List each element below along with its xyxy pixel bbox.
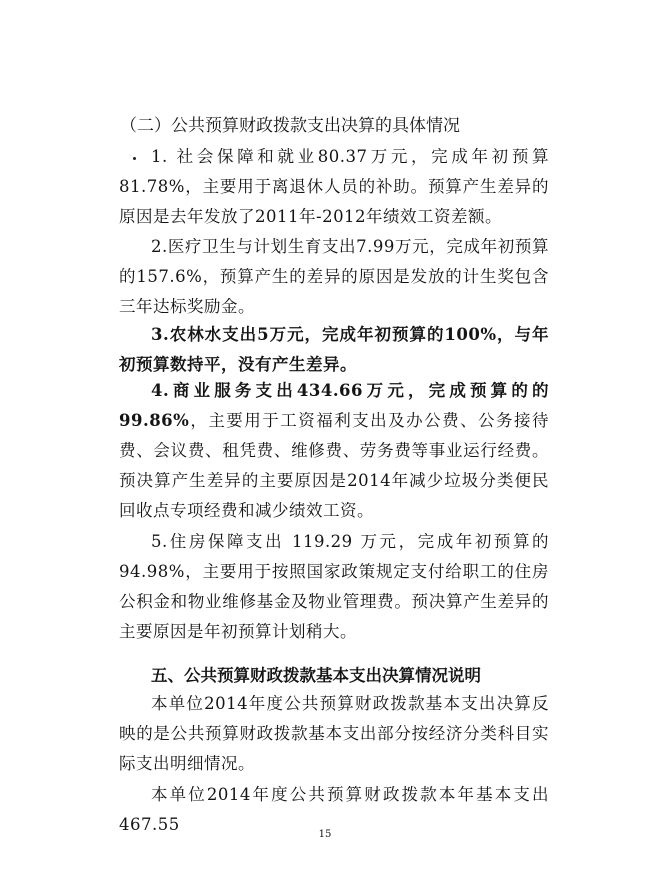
section-heading: 五、公共预算财政拨款基本支出决算情况说明 <box>151 666 481 685</box>
paragraph-commerce-text: 4.商业服务支出434.66万元，完成预算的的99.86%，主要用于工资福利支出及办公费、公务接待费、会议费、租凭费、维修费、劳务费等事业运行经费。预决算产生差异的主要原因是2014年减少垃圾分类便民回收点专项经费和减少绩效工资。 <box>119 381 549 520</box>
paragraph-basic-expenditure: 本单位2014年度公共预算财政拨款基本支出决算反映的是公共预算财政拨款基本支出部分按经济分类科目实际支出明细情况。 <box>119 694 549 773</box>
paragraph-social-security: 1. 社会保障和就业80.37万元，完成年初预算81.78%，主要用于离退休人员的补助。预算产生差异的原因是去年发放了2011年-2012年绩效工资差额。 <box>119 147 549 226</box>
paragraph-basic-expenditure-total: 本单位2014年度公共预算财政拨款本年基本支出467.55 <box>119 785 549 834</box>
paragraph-commerce <box>119 376 549 526</box>
page-number: 15 <box>318 829 332 840</box>
subsection-heading: （二）公共预算财政拨款支出决算的具体情况 <box>120 116 460 136</box>
paragraph-medical: 2.医疗卫生与计划生育支出7.99万元，完成年初预算的157.6%，预算产生的差异的原因是发放的计生奖包含三年达标奖励金。 <box>119 237 549 316</box>
paragraph-housing: 5.住房保障支出 119.29 万元，完成年初预算的 94.98%，主要用于按照国家政策规定支付给职工的住房公积金和物业维修基金及物业管理费。预决算产生差异的主要原因是年初预算计划稍大。 <box>119 532 549 641</box>
paragraph-agriculture: 3.农林水支出5万元，完成年初预算的100%，与年初预算数持平，没有产生差异。 <box>119 325 549 374</box>
